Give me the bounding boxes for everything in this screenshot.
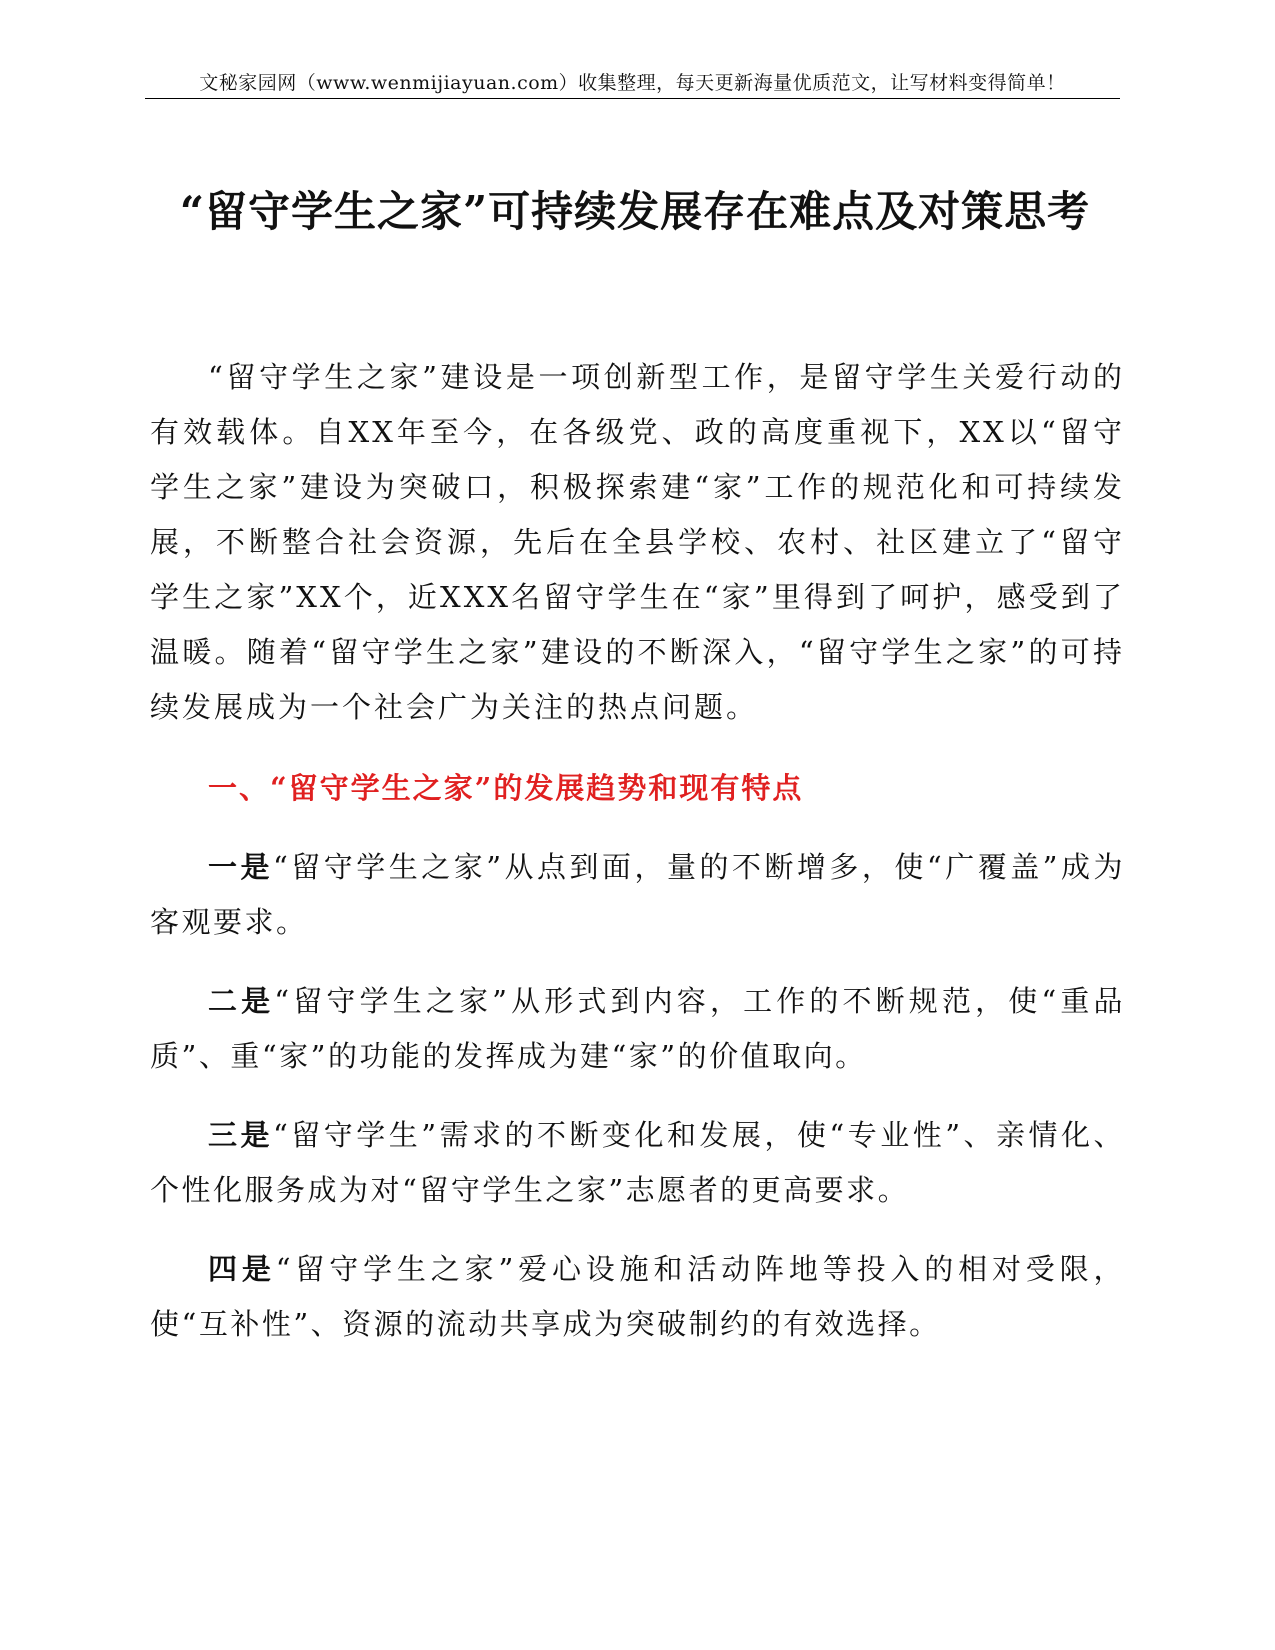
item-text: “留守学生之家”爱心设施和活动阵地等投入的相对受限，使“互补性”、资源的流动共享成为突破制约的有效选择。	[150, 1252, 1125, 1341]
item-lead: 二是	[208, 984, 275, 1018]
list-item	[150, 840, 1125, 950]
item-text: “留守学生之家”从点到面，量的不断增多，使“广覆盖”成为客观要求。	[150, 850, 1125, 939]
list-item	[150, 974, 1125, 1084]
list-item	[150, 1242, 1125, 1352]
page-header	[145, 68, 1120, 99]
intro-paragraph: “留守学生之家”建设是一项创新型工作，是留守学生关爱行动的有效载体。自XX年至今，在各级党、政的高度重视下，XX以“留守学生之家”建设为突破口，积极探索建“家”工作的规范化和可持续发展，不断整合社会资源，先后在全县学校、农村、社区建立了“留守学生之家”XX个，近XXX名留守学生在“家”里得到了呵护，感受到了温暖。随着“留守学生之家”建设的不断深入，“留守学生之家”的可持续发展成为一个社会广为关注的热点问题。	[150, 360, 1125, 724]
document-body	[150, 350, 1125, 1352]
item-lead: 三是	[208, 1118, 273, 1152]
item-lead: 一是	[208, 850, 273, 884]
item-text: “留守学生之家”从形式到内容，工作的不断规范，使“重品质”、重“家”的功能的发挥成为建“家”的价值取向。	[150, 984, 1125, 1073]
document-title: “留守学生之家”可持续发展存在难点及对策思考	[179, 187, 1091, 236]
section-heading: 一、“留守学生之家”的发展趋势和现有特点	[208, 771, 804, 805]
list-item	[150, 1108, 1125, 1218]
item-text: “留守学生”需求的不断变化和发展，使“专业性”、亲情化、个性化服务成为对“留守学生之家”志愿者的更高要求。	[150, 1118, 1125, 1207]
header-text: 文秘家园网（www.wenmijiayuan.com）收集整理，每天更新海量优质范文，让写材料变得简单！	[199, 72, 1066, 94]
item-lead: 四是	[208, 1252, 276, 1286]
